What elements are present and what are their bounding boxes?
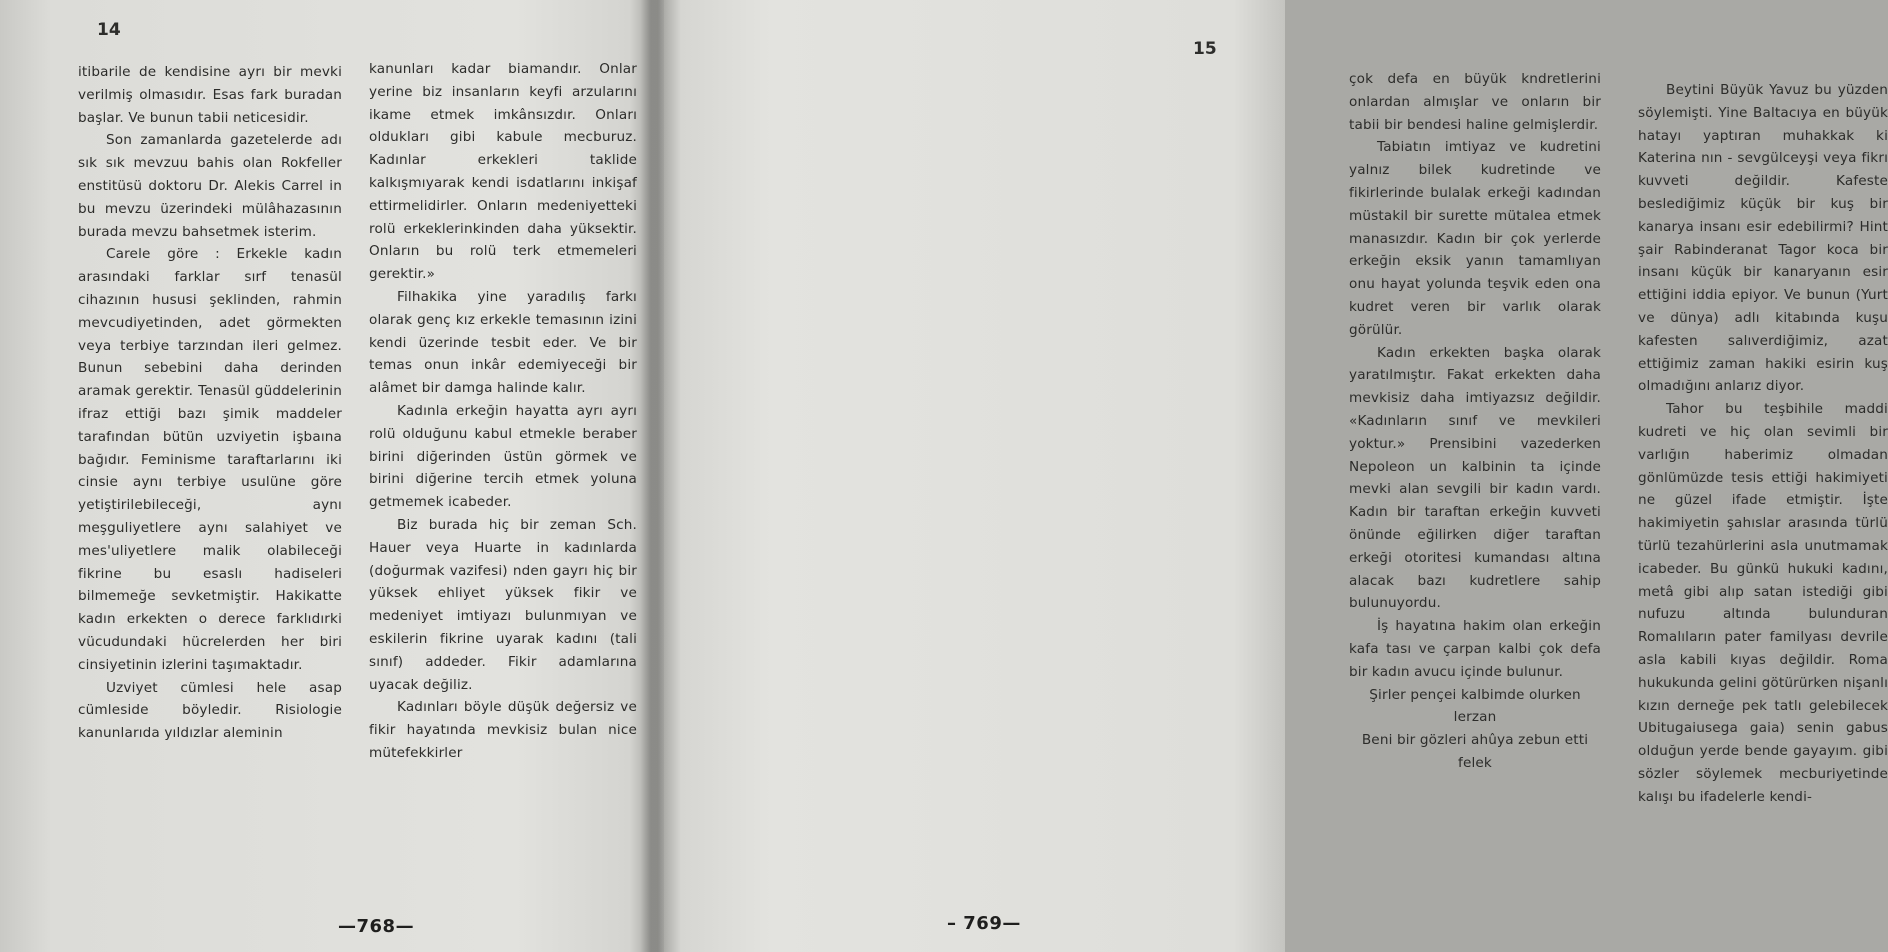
paragraph: Beytini Büyük Yavuz bu yüzden söylemişti. Yine Baltacıya en büyük hatayı yaptıran muhakkak ki Katerina nın - sevgülceyşi veya fikrı kuvveti değildir. Kafeste beslediğimiz küçük bir kuş bir kanarya insanı esir edebilirmi? Hint şair Rabinderanat Tagor koca bir insanı küçük bir kanaryanın esir ettiğini iddia epiyor. Ve bunun (Yurt ve dünya) adlı kitabında kuşu kafesten salıverdiğimiz, azat ettiğimiz zaman hakiki esirin kuş olmadığını anlarız diyor. (1638, 82, 1888, 395)
paragraph: Biz burada hiç bir zeman Sch. Hauer veya Huarte in kadınlarda (doğurmak vazifesi) nden gayrı hiç bir yüksek ehliyet yüksek fikir ve medeniyet imtiyazı bulunmıyan ve eskilerin fikrine uyarak kadını (tali sınıf) addeder. Fikir adamlarına uyacak değiliz. (369, 516, 637, 693)
page-footer-number: —768— (338, 916, 415, 937)
page-number: 14 (97, 20, 121, 40)
right-page (652, 0, 1888, 952)
text-column-1 (78, 61, 342, 745)
paragraph: Kadınla erkeğin hayatta ayrı ayrı rolü olduğunu kabul etmekle beraber birini diğerinden üstün görmek ve birini diğerine tercih etmek yoluna getmemek icabeder. (369, 402, 637, 511)
paragraph: Son zamanlarda gazetelerde adı sık sık mevzuu bahis olan Rokfeller enstitüsü doktoru Dr. Alekis Carrel in bu mevzu üzerindeki mülâhazasının burada mevzu bahsetmek isterim. (78, 132, 342, 240)
text-column-4 (1638, 79, 1888, 809)
paragraph: Kadınları böyle düşük değersiz ve fikir hayatında mevkisiz bulan nice mütefekkirler (369, 699, 637, 761)
text-column-3 (1349, 68, 1601, 775)
paragraph: Filhakika yine yaradılış farkı olarak genç kız erkekle temasının izini kendi üzerinde tesbit eder. Ve bir temas onun inkâr edemiyeceği bir alâmet bir damga halinde kalır. (369, 288, 637, 397)
verse-line: Şirler pençei kalbimde olurken lerzan (1369, 686, 1581, 726)
paragraph: itibarile de kendisine ayrı bir mevki verilmiş olmasıdır. Esas fark buradan başlar. Ve bunun tabii neticesidir. (78, 64, 342, 126)
paragraph: Kadın erkekten başka olarak yaratılmıştır. Fakat erkekten daha mevkisiz daha imtiyazsız değildir. «Kadınların sınıf ve mevkileri yoktur.» Prensibini vazederken Nepoleon un kalbinin ta içinde mevki alan sevgili bir kadın vardı. Kadın bir taraftan erkeğin kuvveti önünde eğilirken diğer taraftan erkeği otoritesi kumandası altına alacak bazı kudretlere sahip bulunuyordu. (1349, 344, 1601, 612)
left-page (0, 0, 648, 952)
page-footer-number: – 769— (947, 913, 1021, 934)
text-column-2 (369, 58, 637, 765)
paragraph: Uzviyet cümlesi hele asap cümleside böyledir. Risiologie kanunlarıda yıldızlar aleminin (78, 679, 342, 742)
paragraph: Carele göre : Erkekle kadın arasındaki farklar sırf tenasül cihazının hususi şeklinden, rahmin mevcudiyetinden, adet görmekten veya terbiye tarzından ileri gelmez. Bunun sebebini daha derinden aramak gerektir. Tenasül güddelerinin ifraz ettiği bazı şimik maddeler tarafından bütün uzviyetin işbaına bağıdır. Feminisme taraftarlarını iki cinsie aynı terbiye usulüne göre yetiştirilebileceği, aynı meşguliyetlere aynı salahiyet ve mes'uliyetlere malik olabileceği fikrine bu esaslı hadiseleri bilmemeğe sevketmiştir. Hakikatte kadın erkekten o derece farklıdırki vücudundaki hücrelerden her biri cinsiyetinin izlerini taşımaktadır. (78, 246, 342, 673)
page-number: 15 (1193, 39, 1217, 59)
paragraph: Tahor bu teşbihile maddi kudreti ve hiç olan sevimli bir varlığın haberimiz olmadan gönlümüzde tesis ettiği hakimiyeti ne güzel ifade etmiştir. İşte hakimiyetin şahıslar arasında türlü türlü tezahürlerini asla unutmamak icabeder. Bu günkü hukuki kadını, metâ gibi alıp satan istediği gibi nufuzu altında bulunduran Romalıların pater familyası devrile asla kabili kıyas değildir. Roma hukukunda gelini götürürken nişanlı kızın derneğe pek tatlı gelebilecek Ubitugaiusega gaia) senin gabus olduğun yerde bende gayayım. gibi sözler söylemek mecburiyetinde kalışı bu ifadelerle kendi- (1638, 401, 1888, 805)
paragraph: İş hayatına hakim olan erkeğin kafa tası ve çarpan kalbi çok defa bir kadın avucu içinde bulunur. (1349, 618, 1601, 680)
verse-line: Beni bir gözleri ahûya zebun etti felek (1361, 732, 1589, 771)
paragraph: çok defa en büyük kndretlerini onlardan almışlar ve onların bir tabii bir bendesi haline gelmişlerdir. (1349, 71, 1601, 133)
paragraph: Tabiatın imtiyaz ve kudretini yalnız bilek kudretinde ve fikirlerinde bulalak erkeği kadından müstakil bir surette mütalea etmek manasızdır. Kadın bir çok yerlerde erkeğin eksik yanın tamamlıyan onu hayat yolunda teşvik eden ona kudret veren bir varlık olarak görülür. (1349, 139, 1601, 338)
paragraph: kanunları kadar biamandır. Onlar yerine biz insanların keyfi arzularını ikame etmek imkânsızdır. Onları oldukları gibi kabule mecburuz. Kadınlar erkekleri taklide kalkışmıyarak kendi isdatlarını inkişaf ettirmelidirler. Onların medeniyetteki rolü erkeklerinkinden daha yüksektir. Onların bu rolü terk etmemeleri gerektir.» (369, 61, 637, 283)
